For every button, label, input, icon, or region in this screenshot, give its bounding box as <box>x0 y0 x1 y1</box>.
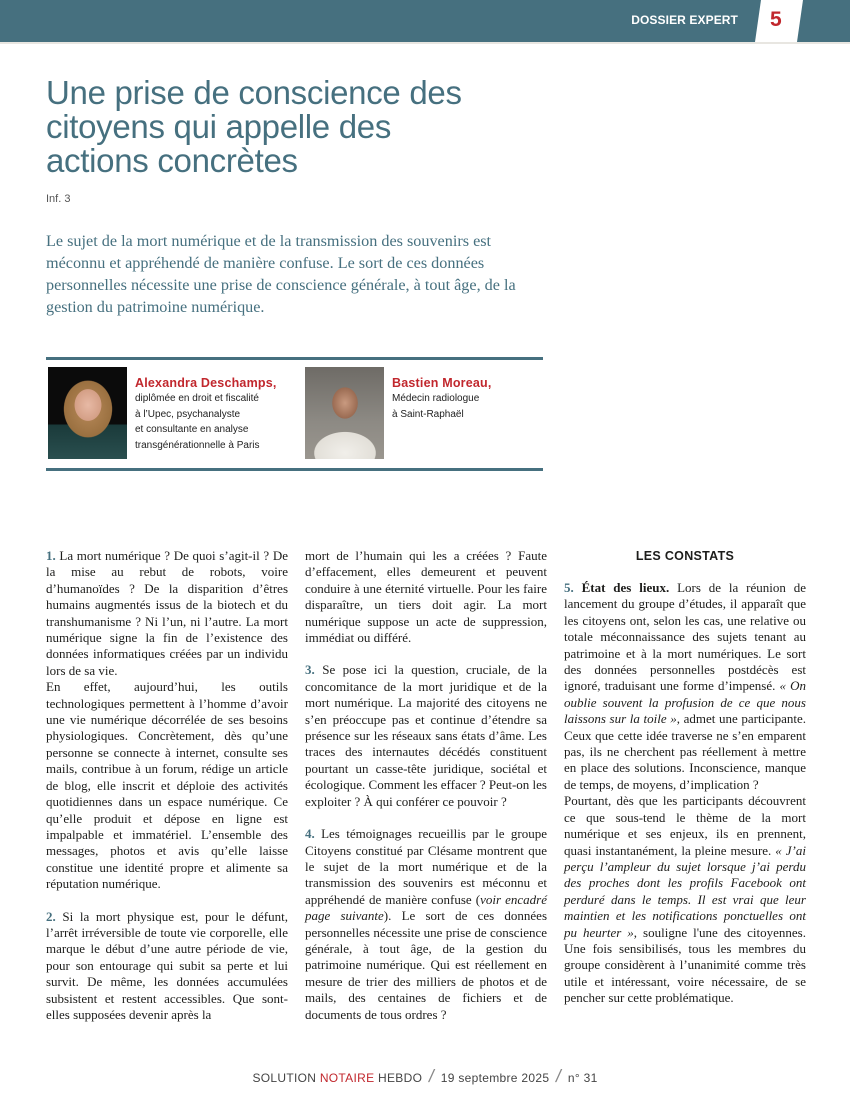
footer-brand-a: SOLUTION <box>252 1071 320 1085</box>
section-heading: LES CONSTATS <box>635 549 735 563</box>
paragraph-number: 3. <box>305 662 315 678</box>
paragraph-5 <box>564 580 806 793</box>
paragraph-number: 2. <box>46 908 56 924</box>
page-footer <box>0 1066 850 1088</box>
header-bar <box>0 0 850 42</box>
author-photo <box>48 367 127 459</box>
paragraph-text: Se pose ici la question, cruciale, de la concomitance de la mort juridique et de la mort numérique. La majorité des citoyens ne s’en préoccupe pas et continue d’étendre sa présence sur les réseaux sans états d’âme. Les traces des internautes décédés constituent pourtant un casse-tête juridique, sociétal et écologique. Comment les effacer ? Peut-on les exploiter ? À qui conférer ce pouvoir ? <box>305 662 547 809</box>
article-lead: Le sujet de la mort numérique et de la transmission des souvenirs est méconnu et appréhendé de manière confuse. Le sort de ces données personnelles nécessite une prise de conscience générale, à tout âge, de la gestion du patrimoine numérique. <box>46 232 516 316</box>
author-name: Alexandra Deschamps, <box>135 376 277 390</box>
author-description: diplômée en droit et fiscalité à l’Upec, psychanalyste et consultante en analyse transgénérationnelle à Paris <box>135 393 260 451</box>
header-divider <box>0 42 850 44</box>
rubric-label: DOSSIER EXPERT <box>631 13 738 27</box>
author-name: Bastien Moreau, <box>392 376 492 390</box>
column-1 <box>46 548 288 1023</box>
author-description: Médecin radiologue à Saint-Raphaël <box>392 393 480 420</box>
paragraph-2 <box>46 909 288 1024</box>
page-number: 5 <box>770 8 782 31</box>
paragraph-1b: En effet, aujourd’hui, les outils technologiques permettent à l’homme d’avoir une vie numérique décorrélée de ses besoins physiologiques. Concrètement, dès qu’une personne se connecte à internet, consulte ses mails, contribue à un forum, rédige un article de blog, elle inscrit et déploie des activités quotidiennes dans un espace numérique. Ce qu’elle produit et dépose en ligne est impalpable et immatériel. L’ensemble des messages, photos et avis qu’elle laisse constitue une identité propre et alimente sa réputation numérique. <box>46 679 288 892</box>
cross-reference: voir encadré page suivante <box>305 891 547 924</box>
footer-date: 19 septembre 2025 <box>440 1071 550 1085</box>
quote: « On oublie souvent la profusion de ce que nous laissons sur la toile » <box>564 678 807 727</box>
paragraph-3 <box>305 662 547 810</box>
article-body <box>46 548 806 1023</box>
paragraph-4 <box>305 826 547 1023</box>
paragraph-text: Lors de la réunion de lancement du groupe d’études, il apparaît que les citoyens ont, selon les cas, une relative ou totale méconnaissance des sujets tenant au patrimoine et à la mort numériques. Le sort des données personnelles postdécès est ignoré, traduisant une forme d’impensé. <box>564 580 806 694</box>
article-reference: Inf. 3 <box>46 193 71 205</box>
paragraph-number: 4. <box>305 826 315 842</box>
paragraph-1 <box>46 548 288 679</box>
paragraph-2-continued: mort de l’humain qui les a créées ? Faute d’effacement, elles demeurent et peuvent conduire à une éternité virtuelle. Pour les faire disparaître, un tiers doit agir. La mort numérique suppose un acte de suppression, immédiat ou différé. <box>305 548 547 646</box>
footer-issue: n° 31 <box>567 1071 598 1085</box>
footer-brand-b: NOTAIRE <box>319 1071 375 1085</box>
paragraph-5b <box>564 793 806 1006</box>
column-2 <box>305 548 547 1023</box>
paragraph-text: , admet une participante. Ceux que cette idée traverse ne s’en emparent pas, ils ne cherchent pas réellement à mettre en place des solutions. Inconscience, manque de temps, de moyens, d’implication ? <box>564 711 806 792</box>
paragraph-lead-in: État des lieux. <box>573 580 670 595</box>
paragraph-number: 1. <box>46 548 56 563</box>
column-3 <box>564 548 806 1007</box>
quote: « J’ai perçu l’ampleur du sujet lorsque j’ai perdu des proches dont les profils Facebook ont perduré dans le temps. Il est vrai que leur maintien et les notifications ponctuelles ont pu heurter » <box>564 842 806 940</box>
paragraph-text: Pourtant, dès que les participants découvrent ce que sous-tend le thème de la mort numérique et ses enjeux, ils en prennent, quasi instantanément, la pleine mesure. <box>564 793 806 858</box>
paragraph-text: Les témoignages recueillis par le groupe Citoyens constitué par Clésame montrent que le sujet de la mort numérique et de la transmission des souvenirs est méconnu et appréhendé de manière confuse ( <box>305 826 547 907</box>
footer-separator: / <box>427 1066 436 1086</box>
authors-box <box>46 357 543 471</box>
footer-separator: / <box>554 1066 564 1086</box>
author-photo <box>305 367 384 459</box>
paragraph-number: 5. <box>564 580 574 595</box>
paragraph-text: Si la mort physique est, pour le défunt, l’arrêt irréversible de toute vie corporelle, elle marque le début d’une autre période de vie, pour son entourage qui subit sa perte et lui survit. De même, les données accumulées subsistent et restent accessibles. Que sont-elles supposées devenir après la <box>46 908 288 1022</box>
footer-brand-c: HEBDO <box>374 1071 423 1085</box>
paragraph-text: ). Le sort de ces données personnelles nécessite une prise de conscience générale, à tout âge, de la gestion du patrimoine numérique. Qui est réellement en mesure de trier des milliers de photos et de mails, des centaines de fichiers et de documents de tous ordres ? <box>305 908 548 1022</box>
paragraph-text: La mort numérique ? De quoi s’agit-il ? De la mise au rebut de robots, voire d’humanoïdes ? De la disparition d’êtres humains augmentés issus de la biotech et du transhumanisme ? Ni l’un, ni l’autre. La mort numérique signe la fin de l’existence des données informatiques créées par un individu lors de sa vie. <box>46 548 288 678</box>
article-title: Une prise de conscience des citoyens qui appelle des actions concrètes <box>46 74 462 179</box>
paragraph-text: , souligne l'une des citoyennes. Une fois sensibilisés, tous les membres du groupe considèrent à l’unanimité comme très utile et intéressant, voire nécessaire, de se pencher sur cette problématique. <box>564 924 806 1006</box>
